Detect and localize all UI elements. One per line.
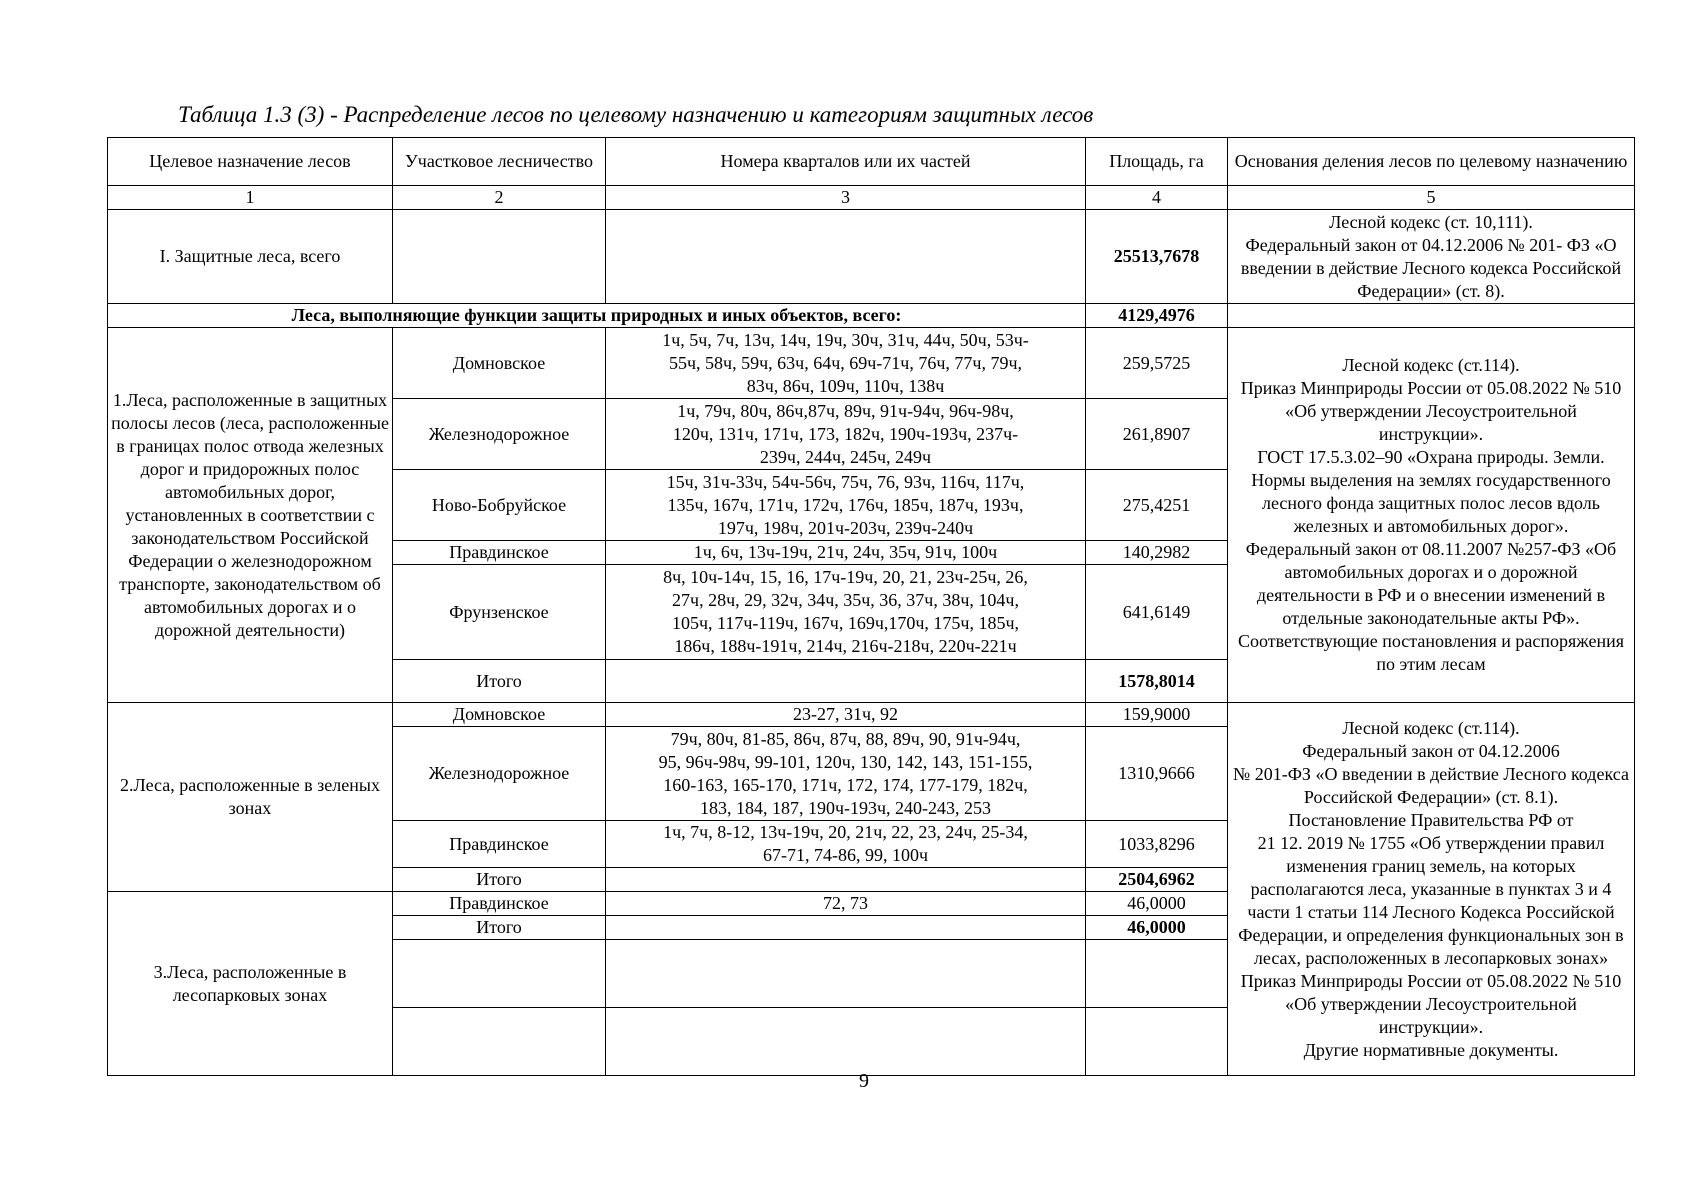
area-value: 1310,9666 — [1086, 727, 1228, 821]
group-total-label: Итого — [393, 916, 606, 940]
header-purpose: Целевое назначение лесов — [108, 138, 393, 186]
quarter-numbers: 1ч, 6ч, 13ч-19ч, 21ч, 24ч, 35ч, 91ч, 100ч — [606, 541, 1086, 565]
protective-total-basis: Лесной кодекс (ст. 10,111). Федеральный закон от 04.12.2006 № 201- ФЗ «О введении в действие Лесного кодекса Российской Федерации» (ст. 8). — [1228, 210, 1635, 304]
empty-cell — [606, 940, 1086, 1008]
area-value: 159,9000 — [1086, 703, 1228, 727]
header-row — [108, 138, 1635, 186]
empty-cell — [393, 210, 606, 304]
protective-total-area: 25513,7678 — [1086, 210, 1228, 304]
forestry-name: Правдинское — [393, 821, 606, 868]
quarter-numbers: 1ч, 5ч, 7ч, 13ч, 14ч, 19ч, 30ч, 31ч, 44ч, 50ч, 53ч- 55ч, 58ч, 59ч, 63ч, 64ч, 69ч-71ч, 76ч, 77ч, 79ч, 83ч, 86ч, 109ч, 110ч, 138ч — [606, 328, 1086, 399]
table-row — [108, 210, 1635, 304]
subtotal-area: 4129,4976 — [1086, 304, 1228, 328]
forestry-name: Домновское — [393, 328, 606, 399]
header-quarters: Номера кварталов или их частей — [606, 138, 1086, 186]
group-total-label: Итого — [393, 868, 606, 892]
group1-name: 1.Леса, расположенные в защитных полосы лесов (леса, расположенные в границах полос отвода железных дорог и придорожных полос автомобильных дорог, установленных в соответствии с законодательством Российской Федерации о железнодорожном транспорте, законодательством об автомобильных дорогах и о дорожной деятельности) — [108, 328, 393, 703]
area-value: 261,8907 — [1086, 399, 1228, 470]
quarter-numbers: 79ч, 80ч, 81-85, 86ч, 87ч, 88, 89ч, 90, 91ч-94ч, 95, 96ч-98ч, 99-101, 120ч, 130, 142, 143, 151-155, 160-163, 165-170, 171ч, 172, 174, 177-179, 182ч, 183, 184, 187, 190ч-193ч, 240-243, 253 — [606, 727, 1086, 821]
area-value: 275,4251 — [1086, 470, 1228, 541]
forestry-name: Правдинское — [393, 541, 606, 565]
forestry-name: Правдинское — [393, 892, 606, 916]
page-number: 9 — [859, 1070, 869, 1092]
group-total-area: 2504,6962 — [1086, 868, 1228, 892]
table-row — [108, 304, 1635, 328]
table-caption: Таблица 1.3 (3) - Распределение лесов по целевому назначению и категориям защитных лесов — [178, 102, 1094, 127]
header-number: 2 — [393, 186, 606, 210]
forestry-name: Железнодорожное — [393, 399, 606, 470]
quarter-numbers: 15ч, 31ч-33ч, 54ч-56ч, 75ч, 76, 93ч, 116ч, 117ч, 135ч, 167ч, 171ч, 172ч, 176ч, 185ч, 187ч, 193ч, 197ч, 198ч, 201ч-203ч, 239ч-240ч — [606, 470, 1086, 541]
quarter-numbers: 23-27, 31ч, 92 — [606, 703, 1086, 727]
empty-cell — [606, 210, 1086, 304]
header-number: 4 — [1086, 186, 1228, 210]
area-value: 140,2982 — [1086, 541, 1228, 565]
area-value: 46,0000 — [1086, 892, 1228, 916]
group-total-label: Итого — [393, 660, 606, 703]
quarter-numbers: 72, 73 — [606, 892, 1086, 916]
group2-basis: Лесной кодекс (ст.114). Федеральный закон от 04.12.2006 № 201-ФЗ «О введении в действие Лесного кодекса Российской Федерации» (ст. 8.1). Постановление Правительства РФ от 21 12. 2019 № 1755 «Об утверждении правил изменения границ земель, на которых располагаются леса, указанные в пунктах 3 и 4 части 1 статьи 114 Лесного Кодекса Российской Федерации, и определения функциональных зон в лесах, расположенных в лесопарковых зонах» Приказ Минприроды России от 05.08.2022 № 510 «Об утверждении Лесоустроительной инструкции». Другие нормативные документы. — [1228, 703, 1635, 1076]
empty-cell — [1086, 1008, 1228, 1076]
header-number: 1 — [108, 186, 393, 210]
empty-cell — [606, 660, 1086, 703]
empty-cell — [393, 1008, 606, 1076]
group-total-area: 46,0000 — [1086, 916, 1228, 940]
table-row — [108, 703, 1635, 727]
forestry-name: Домновское — [393, 703, 606, 727]
header-forestry: Участковое лесничество — [393, 138, 606, 186]
group1-basis: Лесной кодекс (ст.114). Приказ Минприроды России от 05.08.2022 № 510 «Об утверждении Лесоустроительной инструкции». ГОСТ 17.5.3.02–90 «Охрана природы. Земли. Нормы выделения на землях государственного лесного фонда защитных полос лесов вдоль железных и автомобильных дорог». Федеральный закон от 08.11.2007 №257-ФЗ «Об автомобильных дорогах и о дорожной деятельности в РФ и о внесении изменений в отдельные законодательные акты РФ». Соответствующие постановления и распоряжения по этим лесам — [1228, 328, 1635, 703]
empty-cell — [606, 916, 1086, 940]
header-basis: Основания деления лесов по целевому назначению — [1228, 138, 1635, 186]
forestry-name: Железнодорожное — [393, 727, 606, 821]
header-number-row — [108, 186, 1635, 210]
header-number: 3 — [606, 186, 1086, 210]
quarter-numbers: 8ч, 10ч-14ч, 15, 16, 17ч-19ч, 20, 21, 23ч-25ч, 26, 27ч, 28ч, 29, 32ч, 34ч, 35ч, 36, 37ч, 38ч, 104ч, 105ч, 117ч-119ч, 167ч, 169ч,170ч, 175ч, 185ч, 186ч, 188ч-191ч, 214ч, 216ч-218ч, 220ч-221ч — [606, 565, 1086, 660]
forestry-name: Фрунзенское — [393, 565, 606, 660]
subtotal-label: Леса, выполняющие функции защиты природных и иных объектов, всего: — [108, 304, 1086, 328]
area-value: 1033,8296 — [1086, 821, 1228, 868]
header-number: 5 — [1228, 186, 1635, 210]
forestry-name: Ново-Бобруйское — [393, 470, 606, 541]
forest-distribution-table — [107, 137, 1635, 1076]
empty-cell — [1086, 940, 1228, 1008]
area-value: 259,5725 — [1086, 328, 1228, 399]
group-total-area: 1578,8014 — [1086, 660, 1228, 703]
quarter-numbers: 1ч, 7ч, 8-12, 13ч-19ч, 20, 21ч, 22, 23, 24ч, 25-34, 67-71, 74-86, 99, 100ч — [606, 821, 1086, 868]
protective-total-name: I. Защитные леса, всего — [108, 210, 393, 304]
empty-cell — [393, 940, 606, 1008]
empty-cell — [606, 868, 1086, 892]
table-row — [108, 328, 1635, 399]
empty-cell — [606, 1008, 1086, 1076]
header-area: Площадь, га — [1086, 138, 1228, 186]
group3-name: 3.Леса, расположенные в лесопарковых зонах — [108, 892, 393, 1076]
area-value: 641,6149 — [1086, 565, 1228, 660]
empty-cell — [1228, 304, 1635, 328]
group2-name: 2.Леса, расположенные в зеленых зонах — [108, 703, 393, 892]
quarter-numbers: 1ч, 79ч, 80ч, 86ч,87ч, 89ч, 91ч-94ч, 96ч-98ч, 120ч, 131ч, 171ч, 173, 182ч, 190ч-193ч, 237ч- 239ч, 244ч, 245ч, 249ч — [606, 399, 1086, 470]
